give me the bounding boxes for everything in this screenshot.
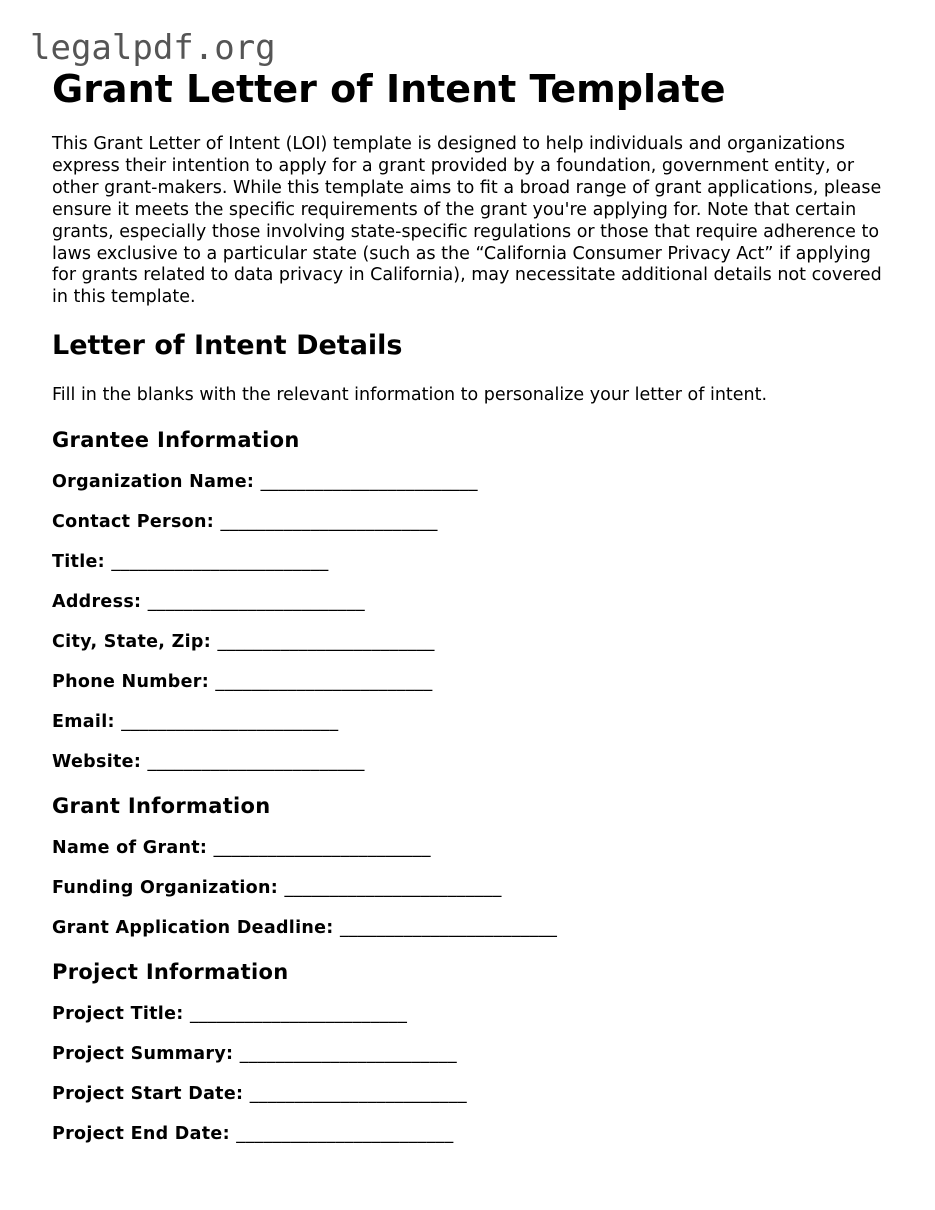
- field-label: Project Start Date:: [52, 1084, 244, 1105]
- intro-paragraph: This Grant Letter of Intent (LOI) template is designed to help individuals and organizations express their intention to apply for a grant provided by a foundation, government entity, or other grant-makers. While this template aims to fit a broad range of grant applications, please ensure it meets the specific requirements of the grant you're applying for. Note that certain grants, especially those involving state-specific regulations or those that require adherence to laws exclusive to a particular state (such as the “California Consumer Privacy Act” if applying for grants related to data privacy in California), may necessitate additional details not covered in this template.: [52, 134, 882, 308]
- field-funding-organization: [52, 876, 892, 900]
- blank-line: ________________________: [260, 472, 478, 493]
- document-page: [52, 66, 892, 1146]
- blank-line: ________________________: [340, 918, 558, 939]
- field-label: Title:: [52, 552, 105, 573]
- blank-line: ________________________: [239, 1044, 457, 1065]
- field-project-end-date: [52, 1122, 892, 1146]
- blank-line: ________________________: [215, 672, 433, 693]
- field-label: Grant Application Deadline:: [52, 918, 334, 939]
- field-label: Address:: [52, 592, 142, 613]
- field-label: Project Title:: [52, 1004, 184, 1025]
- field-label: Contact Person:: [52, 512, 215, 533]
- blank-line: ________________________: [121, 712, 339, 733]
- field-label: Email:: [52, 712, 115, 733]
- project-section-heading: Project Information: [52, 960, 289, 985]
- grantee-section-heading: Grantee Information: [52, 428, 300, 453]
- field-website: [52, 750, 892, 774]
- field-title: [52, 550, 892, 574]
- field-organization-name: [52, 470, 892, 494]
- field-city-state-zip: [52, 630, 892, 654]
- field-label: City, State, Zip:: [52, 632, 212, 653]
- field-label: Organization Name:: [52, 472, 255, 493]
- blank-line: ________________________: [249, 1084, 467, 1105]
- blank-line: ________________________: [213, 838, 431, 859]
- blank-line: ________________________: [147, 752, 365, 773]
- blank-line: ________________________: [220, 512, 438, 533]
- field-project-start-date: [52, 1082, 892, 1106]
- blank-line: ________________________: [236, 1124, 454, 1145]
- blank-line: ________________________: [217, 632, 435, 653]
- field-contact-person: [52, 510, 892, 534]
- grant-section-heading: Grant Information: [52, 794, 271, 819]
- field-project-summary: [52, 1042, 892, 1066]
- field-application-deadline: [52, 916, 892, 940]
- field-label: Funding Organization:: [52, 878, 279, 899]
- field-phone-number: [52, 670, 892, 694]
- watermark-logo: legalpdf.org: [30, 28, 276, 68]
- blank-line: ________________________: [147, 592, 365, 613]
- field-project-title: [52, 1002, 892, 1026]
- blank-line: ________________________: [284, 878, 502, 899]
- field-name-of-grant: [52, 836, 892, 860]
- details-heading: Letter of Intent Details: [52, 330, 403, 362]
- field-label: Name of Grant:: [52, 838, 208, 859]
- field-address: [52, 590, 892, 614]
- field-label: Phone Number:: [52, 672, 209, 693]
- field-label: Website:: [52, 752, 142, 773]
- document-title: Grant Letter of Intent Template: [52, 67, 726, 111]
- blank-line: ________________________: [111, 552, 329, 573]
- blank-line: ________________________: [189, 1004, 408, 1025]
- instructions-text: Fill in the blanks with the relevant information to personalize your letter of intent.: [52, 385, 768, 406]
- field-label: Project Summary:: [52, 1044, 234, 1065]
- field-email: [52, 710, 892, 734]
- field-label: Project End Date:: [52, 1124, 230, 1145]
